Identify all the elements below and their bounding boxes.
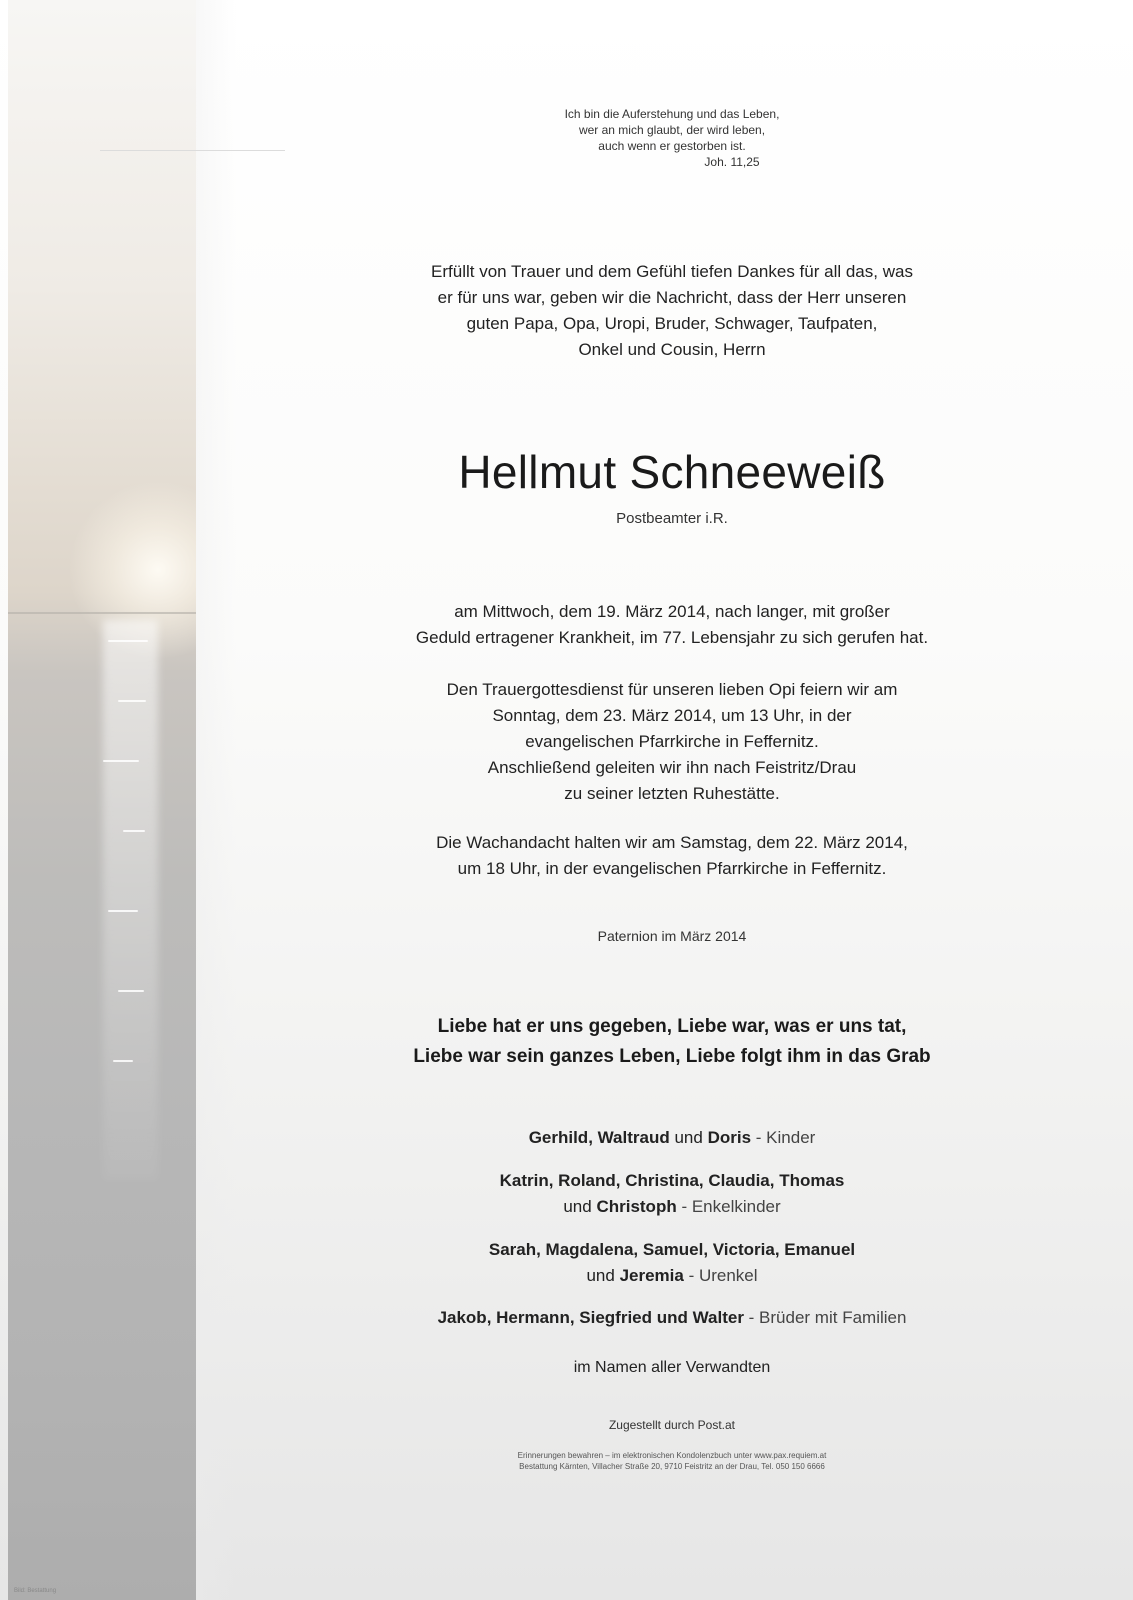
water-sparkle	[108, 640, 148, 642]
wake-line: um 18 Uhr, in der evangelischen Pfarrkirche in Feffernitz.	[457, 859, 887, 878]
death-notice	[232, 599, 1112, 651]
family-great-grandchildren	[232, 1237, 1112, 1289]
deceased-title: Postbeamter i.R.	[616, 510, 728, 527]
funeral-line: Anschließend geleiten wir ihn nach Feistritz/Drau	[487, 758, 857, 777]
motto-line: Liebe war sein ganzes Leben, Liebe folgt ihm in das Grab	[413, 1046, 931, 1067]
verse-reference: Joh. 11,25	[704, 155, 760, 169]
family-names: Gerhild, Waltraud	[528, 1128, 670, 1147]
verse-line: Ich bin die Auferstehung und das Leben,	[564, 107, 780, 121]
funeral-info	[232, 677, 1112, 807]
water-sparkle	[123, 830, 145, 832]
motto-line: Liebe hat er uns gegeben, Liebe war, was er uns tat,	[437, 1016, 907, 1037]
water-sparkle	[108, 910, 138, 912]
family-conjunction: und	[563, 1197, 592, 1216]
photo-fade	[196, 0, 236, 1600]
family-names: Christoph	[596, 1197, 677, 1216]
family-names: Jakob, Hermann, Siegfried und Walter	[437, 1308, 744, 1327]
family-grandchildren	[232, 1168, 1112, 1220]
intro-line: Onkel und Cousin, Herrn	[578, 340, 766, 359]
footer-line: Erinnerungen bewahren – im elektronischen Kondolenzbuch unter www.pax.requiem.at	[517, 1451, 827, 1460]
water-sparkle	[118, 990, 144, 992]
place-date: Paternion im März 2014	[597, 928, 747, 944]
water-sparkle	[113, 1060, 133, 1062]
delivered-by: Zugestellt durch Post.at	[608, 1418, 736, 1432]
water-sparkle	[103, 760, 139, 762]
water-sparkle	[118, 700, 146, 702]
family-relation: - Enkelkinder	[681, 1197, 781, 1216]
sunlight-reflection	[103, 620, 158, 1180]
horizon-line	[8, 612, 196, 614]
intro-line: guten Papa, Opa, Uropi, Bruder, Schwager, Taufpaten,	[466, 314, 878, 333]
family-names: Doris	[707, 1128, 752, 1147]
family-children	[232, 1125, 1112, 1151]
verse-line: wer an mich glaubt, der wird leben,	[578, 123, 766, 137]
bible-verse	[232, 106, 1112, 170]
funeral-line: Sonntag, dem 23. März 2014, um 13 Uhr, in der	[492, 706, 852, 725]
family-names: Jeremia	[619, 1266, 684, 1285]
family-conjunction: und	[586, 1266, 615, 1285]
funeral-line: zu seiner letzten Ruhestätte.	[564, 784, 780, 803]
intro-line: er für uns war, geben wir die Nachricht, dass der Herr unseren	[437, 288, 907, 307]
family-conjunction: und	[674, 1128, 703, 1147]
wake-info	[232, 830, 1112, 882]
wake-line: Die Wachandacht halten wir am Samstag, dem 22. März 2014,	[436, 833, 908, 852]
verse-line: auch wenn er gestorben ist.	[598, 139, 746, 153]
intro-text	[232, 259, 1112, 363]
motto	[232, 1012, 1112, 1072]
sunset-sea-photo-strip	[8, 0, 196, 1600]
footer-line: Bestattung Kärnten, Villacher Straße 20, 9710 Feistritz an der Drau, Tel. 050 150 6666	[519, 1462, 825, 1471]
deceased-name: Hellmut Schneeweiß	[458, 446, 886, 498]
family-relation: - Brüder mit Familien	[748, 1308, 907, 1327]
funeral-line: Den Trauergottesdienst für unseren lieben Opi feiern wir am	[446, 680, 898, 699]
death-notice-line: am Mittwoch, dem 19. März 2014, nach langer, mit großer	[454, 602, 890, 621]
footer-info	[232, 1450, 1112, 1472]
family-relation: - Urenkel	[688, 1266, 758, 1285]
photo-credit: Bild: Bestattung	[14, 1588, 57, 1594]
relatives-note: im Namen aller Verwandten	[573, 1359, 771, 1376]
family-relation: - Kinder	[755, 1128, 816, 1147]
intro-line: Erfüllt von Trauer und dem Gefühl tiefen Dankes für all das, was	[431, 262, 913, 281]
family-names: Katrin, Roland, Christina, Claudia, Thomas	[499, 1171, 845, 1190]
funeral-line: evangelischen Pfarrkirche in Feffernitz.	[525, 732, 819, 751]
family-names: Sarah, Magdalena, Samuel, Victoria, Emanuel	[488, 1240, 856, 1259]
death-notice-line: Geduld ertragener Krankheit, im 77. Lebensjahr zu sich gerufen hat.	[415, 628, 929, 647]
family-brothers	[232, 1305, 1112, 1331]
